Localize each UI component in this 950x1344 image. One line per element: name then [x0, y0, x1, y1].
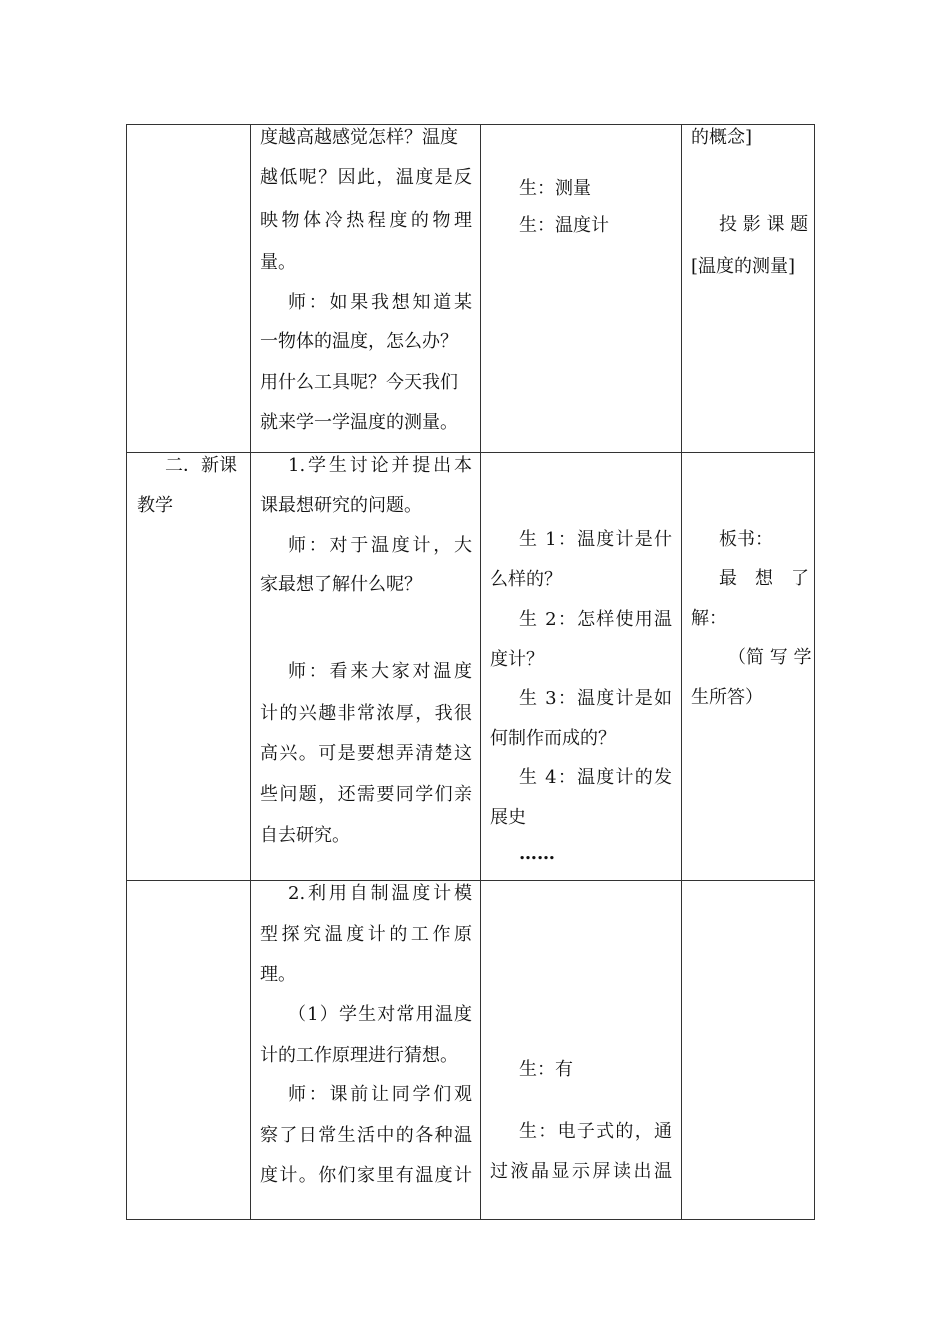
teacher-line: 用什么工具呢？今天我们 [260, 372, 458, 393]
student-line: 生 3：温度计是如 [519, 688, 672, 709]
teacher-line: 高兴。可是要想弄清楚这 [260, 743, 472, 764]
teacher-line: 1.学生讨论并提出本 [288, 455, 472, 476]
student-line: 生 1：温度计是什 [519, 529, 672, 550]
student-line: 生：测量 [519, 178, 591, 199]
lesson-plan-table [126, 124, 815, 1220]
teacher-line: 计的工作原理进行猜想。 [260, 1045, 458, 1066]
teacher-line: 计的兴趣非常浓厚，我很 [260, 703, 472, 724]
table-row [127, 452, 814, 880]
student-line: 生：电子式的，通 [519, 1121, 672, 1142]
table-row [127, 880, 814, 1221]
teacher-line: 课最想研究的问题。 [260, 495, 422, 516]
teacher-line: 就来学一学温度的测量。 [260, 412, 458, 433]
student-line: 生 2：怎样使用温 [519, 609, 672, 630]
note-line: 最 想 了 [719, 568, 809, 589]
note-line: 生所答） [691, 687, 763, 708]
student-line: 何制作而成的？ [490, 728, 616, 749]
note-line: （简 写 学 [728, 647, 812, 668]
teacher-line: 师：如果我想知道某 [288, 292, 472, 313]
teacher-line: 家最想了解什么呢？ [260, 574, 422, 595]
teacher-line: 型探究温度计的工作原 [260, 924, 472, 945]
student-line: 展史 [490, 807, 526, 828]
teacher-line: 师：看来大家对温度 [288, 661, 472, 682]
teacher-line: （1）学生对常用温度 [288, 1004, 472, 1025]
note-line: 的概念] [691, 127, 753, 148]
student-line: 生 4：温度计的发 [519, 767, 672, 788]
teacher-line: 越低呢？因此，温度是反 [260, 167, 472, 188]
note-line: 投 影 课 题 [719, 214, 809, 235]
teacher-line: 度计。你们家里有温度计 [260, 1165, 472, 1186]
teacher-line: 察了日常生活中的各种温 [260, 1125, 472, 1146]
note-line: 板书： [719, 529, 773, 550]
teacher-line: 理。 [260, 964, 296, 985]
student-line: 生：温度计 [519, 215, 609, 236]
teacher-line: 量。 [260, 252, 296, 273]
teacher-line: 度越高越感觉怎样？温度 [260, 127, 458, 148]
table-row [127, 125, 814, 452]
teacher-line: 些问题，还需要同学们亲 [260, 784, 472, 805]
note-line: 解： [691, 608, 727, 629]
teacher-line: 映物体冷热程度的物理 [260, 210, 472, 231]
student-line: 度计？ [490, 649, 544, 670]
teacher-line: 自去研究。 [260, 825, 350, 846]
teacher-line: 师：课前让同学们观 [288, 1084, 472, 1105]
phase-line: 教学 [137, 495, 173, 516]
phase-line: 二．新课 [165, 455, 237, 476]
student-line: 生：有 [519, 1059, 573, 1080]
note-line: [温度的测量] [691, 256, 796, 277]
teacher-line: 师：对于温度计，大 [288, 535, 472, 556]
student-line: 过液晶显示屏读出温 [490, 1161, 672, 1182]
teacher-line: 2.利用自制温度计模 [288, 883, 472, 904]
student-line: …… [519, 843, 555, 864]
student-line: 么样的？ [490, 569, 562, 590]
teacher-line: 一物体的温度，怎么办？ [260, 331, 458, 352]
